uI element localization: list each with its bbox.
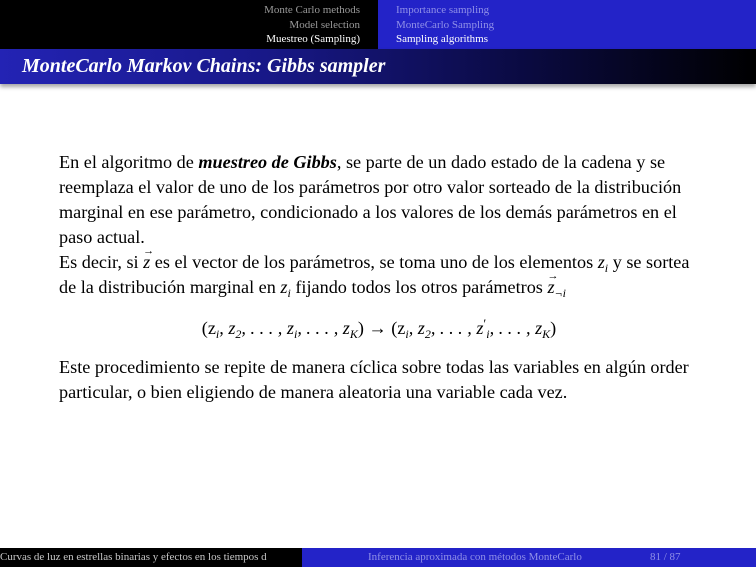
eq-part: (z — [391, 318, 406, 338]
eq-part: , z — [219, 318, 236, 338]
eq-subscript: i — [486, 327, 490, 341]
nav-section-muestreo[interactable]: Muestreo (Sampling) — [266, 33, 360, 45]
eq-part: , z — [408, 318, 425, 338]
text-run: fijando todos los otros parámetros — [290, 277, 548, 297]
text-run: y se sortea de la distribución marginal en — [59, 252, 690, 297]
footer-presentation-title: Inferencia aproximada con métodos MonteCarlo — [368, 551, 582, 563]
vector-z: → z — [143, 250, 150, 275]
eq-part: ) — [550, 318, 557, 338]
top-navigation — [0, 0, 756, 49]
nav-subsections — [378, 0, 756, 49]
eq-subscript: i — [405, 327, 409, 341]
paragraph-gibbs-definition — [59, 150, 699, 250]
nav-subsection-montecarlo-sampling[interactable]: MonteCarlo Sampling — [396, 18, 495, 31]
nav-subsection-importance-sampling[interactable]: Importance sampling — [396, 4, 490, 16]
math-subscript: ¬i — [554, 286, 566, 300]
eq-subscript: 2 — [424, 327, 431, 341]
math-subscript: i — [287, 286, 291, 300]
nav-subsection-sampling-algorithms[interactable]: Sampling algorithms — [396, 33, 488, 45]
nav-section-monte-carlo-methods[interactable]: Monte Carlo methods — [264, 4, 360, 16]
nav-section-model-selection[interactable]: Model selection — [289, 18, 360, 31]
eq-part: , . . . , z — [489, 318, 543, 338]
text-run: , se parte de un dado estado de la cadena y se reemplaza el valor de uno de los parámetros por otro valor sorteado de la distribución marginal en ese parámetro, condicionado a los valores de los demás parámetros en el paso actual. — [59, 152, 682, 247]
eq-part: ) — [357, 318, 364, 338]
eq-subscript: K — [542, 327, 551, 341]
text-run: En el algoritmo de — [59, 152, 199, 172]
emphasized-term: muestreo de Gibbs — [198, 152, 337, 172]
paragraph-gibbs-explanation — [59, 250, 699, 300]
slide-content — [59, 150, 699, 405]
footer-page-number: 81 / 87 — [650, 551, 681, 563]
text-run: es el vector de los parámetros, se toma uno de los elementos — [150, 252, 598, 272]
eq-subscript: 2 — [235, 327, 242, 341]
footer-bar — [0, 548, 756, 567]
footer-author-title: Curvas de luz en estrellas binarias y efectos en los tiempos d — [0, 548, 302, 567]
vector-z: → z — [547, 275, 554, 300]
frame-title: MonteCarlo Markov Chains: Gibbs sampler — [22, 55, 386, 77]
paragraph-procedure: Este procedimiento se repite de manera cíclica sobre todas las variables en algún order particular, o bien eligiendo de manera aleatoria una variable cada vez. — [59, 357, 689, 402]
eq-part: , . . . , z — [430, 318, 484, 338]
nav-sections — [0, 0, 378, 49]
eq-subscript: i — [215, 327, 220, 341]
eq-part: , . . . , z — [241, 318, 294, 338]
eq-part: , . . . , z — [297, 318, 350, 338]
frame-title-bar — [0, 49, 756, 84]
eq-subscript: i — [293, 327, 298, 341]
math-subscript: i — [604, 261, 609, 275]
eq-part: (z — [201, 318, 216, 338]
gibbs-update-equation — [59, 316, 699, 341]
footer-right-panel — [302, 548, 756, 567]
math-z: z — [280, 277, 288, 297]
eq-prime: ′ — [483, 316, 487, 331]
eq-arrow: → — [363, 318, 392, 338]
math-z: z — [597, 252, 605, 272]
eq-subscript: K — [349, 327, 358, 341]
text-run: Es decir, si — [59, 252, 144, 272]
